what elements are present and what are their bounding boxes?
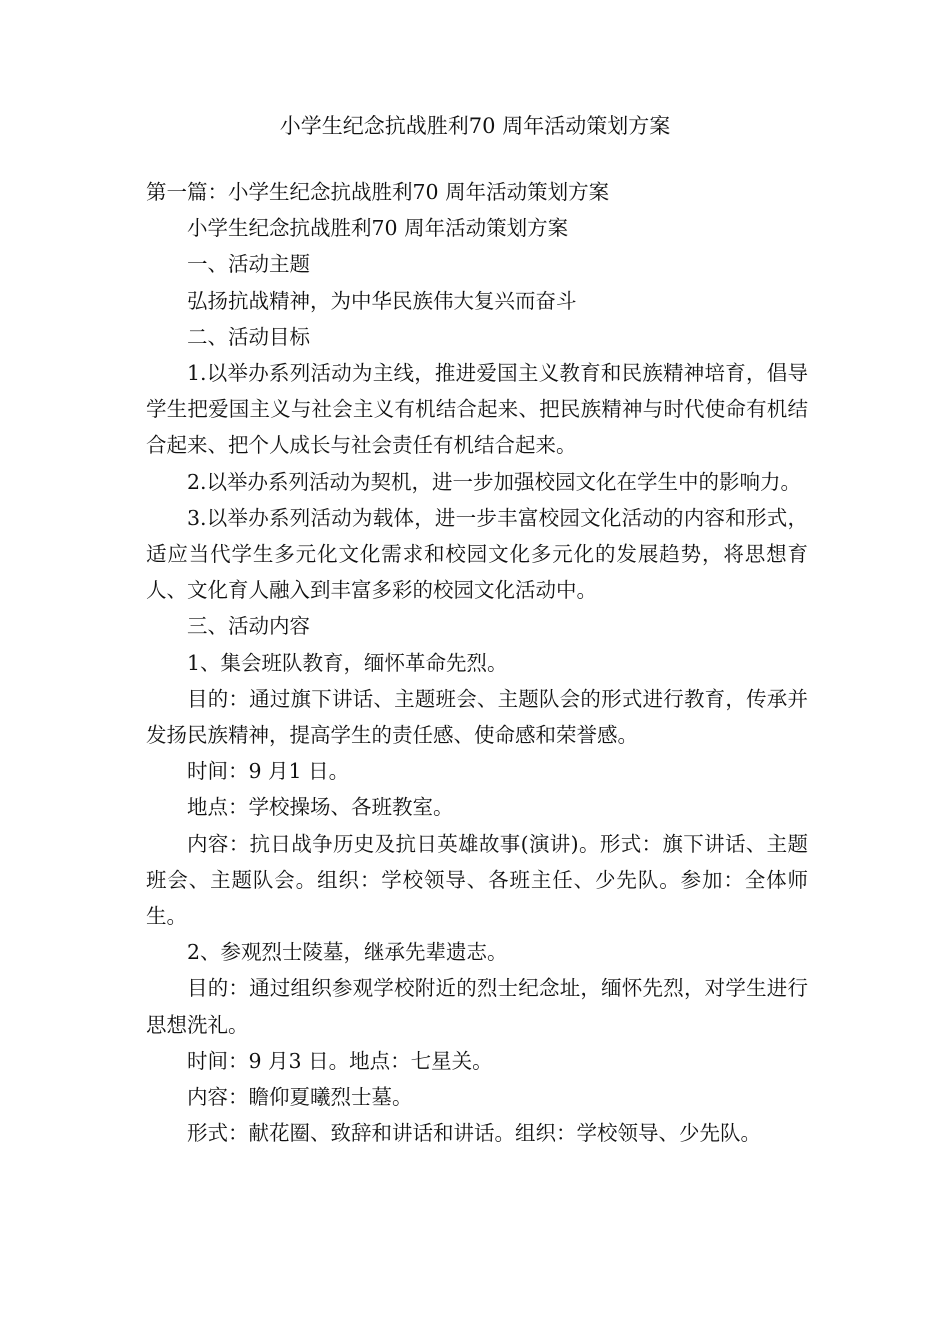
activity-item-2-purpose: 目的：通过组织参观学校附近的烈士纪念址，缅怀先烈，对学生进行思想洗礼。	[146, 976, 808, 1037]
activity-item-1-heading: 1、集会班队教育，缅怀革命先烈。	[187, 650, 508, 675]
heading-activity-theme: 一、活动主题	[187, 252, 310, 277]
activity-item-1-time: 时间：9 月1 日。	[187, 759, 350, 784]
activity-item-2-time-location: 时间：9 月3 日。地点：七星关。	[187, 1048, 493, 1073]
document-body	[146, 174, 808, 1151]
activity-item-1-location: 地点：学校操场、各班教室。	[187, 795, 454, 820]
document-title: 小学生纪念抗战胜利70 周年活动策划方案	[279, 114, 671, 138]
activity-item-2-content: 内容：瞻仰夏曦烈士墓。	[187, 1085, 413, 1110]
paragraph-activity-theme: 弘扬抗战精神，为中华民族伟大复兴而奋斗	[187, 288, 577, 313]
section-heading-part-one: 第一篇：小学生纪念抗战胜利70 周年活动策划方案	[146, 180, 610, 204]
activity-item-1-content: 内容：抗日战争历史及抗日英雄故事(演讲)。形式：旗下讲话、主题班会、主题队会。组织：学校领导、各班主任、少先队。参加：全体师生。	[146, 831, 808, 929]
activity-item-2-heading: 2、参观烈士陵墓，继承先辈遗志。	[187, 940, 508, 965]
heading-activity-content: 三、活动内容	[187, 614, 310, 639]
subtitle-paragraph: 小学生纪念抗战胜利70 周年活动策划方案	[187, 216, 569, 241]
activity-item-1-purpose: 目的：通过旗下讲话、主题班会、主题队会的形式进行教育，传承并发扬民族精神，提高学生的责任感、使命感和荣誉感。	[146, 686, 808, 748]
activity-item-2-form: 形式：献花圈、致辞和讲话和讲话。组织：学校领导、少先队。	[187, 1121, 761, 1146]
goal-item-1: 1.以举办系列活动为主线，推进爱国主义教育和民族精神培育，倡导学生把爱国主义与社会主义有机结合起来、把民族精神与时代使命有机结合起来、把个人成长与社会责任有机结合起来。	[146, 361, 808, 458]
heading-activity-goals: 二、活动目标	[187, 324, 310, 349]
goal-item-2: 2.以举办系列活动为契机，进一步加强校园文化在学生中的影响力。	[187, 469, 802, 494]
goal-item-3: 3.以举办系列活动为载体，进一步丰富校园文化活动的内容和形式，适应当代学生多元化文化需求和校园文化多元化的发展趋势，将思想育人、文化育人融入到丰富多彩的校园文化活动中。	[146, 505, 808, 603]
